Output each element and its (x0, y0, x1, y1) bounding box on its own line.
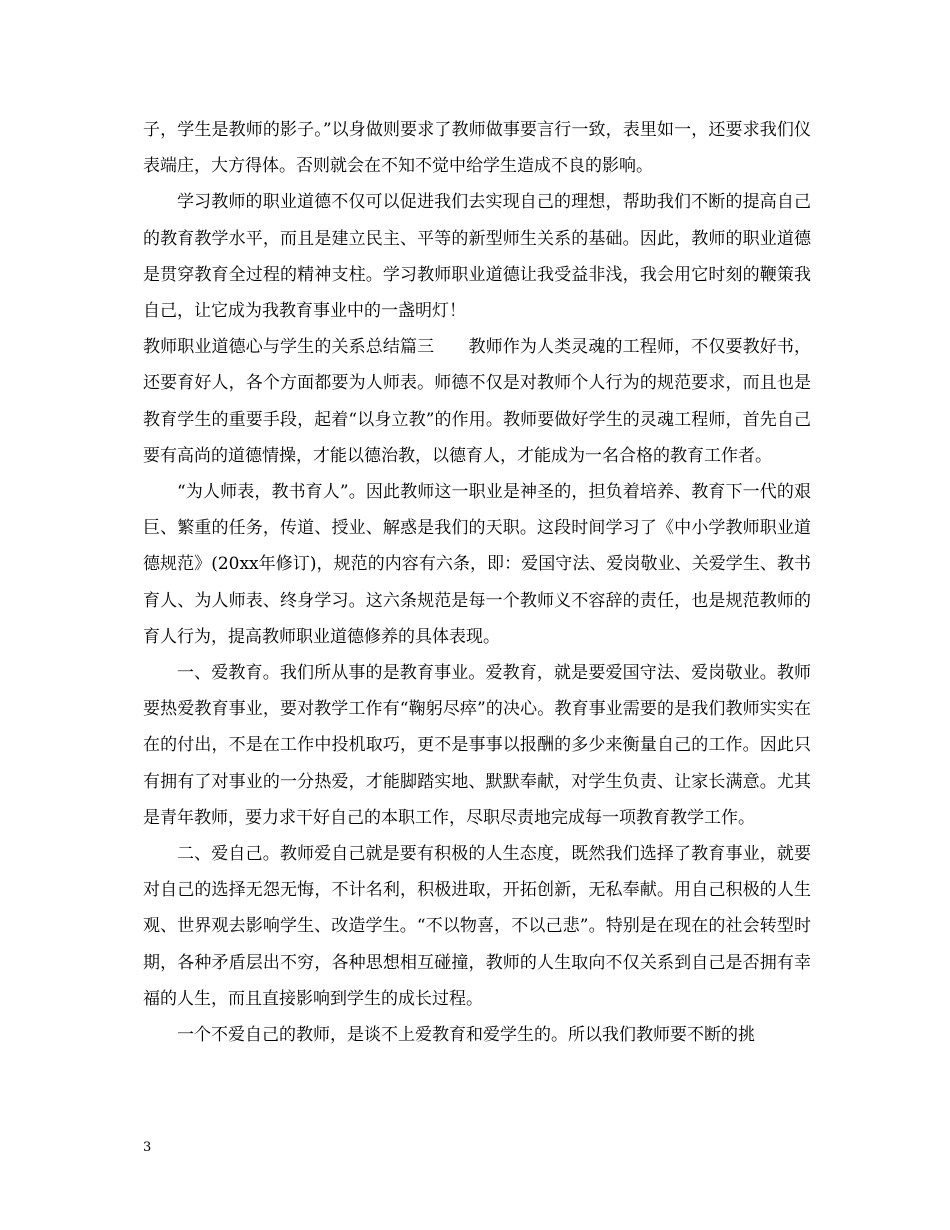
paragraph-1: 子，学生是教师的影子。”以身做则要求了教师做事要言行一致，表里如一，还要求我们仪表端庄，大方得体。否则就会在不知不觉中给学生造成不良的影响。 (143, 120, 811, 177)
document-body (143, 112, 811, 1053)
paragraph-2: 学习教师的职业道德不仅可以促进我们去实现自己的理想，帮助我们不断的提高自己的教育教学水平，而且是建立民主、平等的新型师生关系的基础。因此，教师的职业道德是贯穿教育全过程的精神支柱。学习教师职业道德让我受益非浅，我会用它时刻的鞭策我自己，让它成为我教育事业中的一盏明灯！ (143, 192, 811, 322)
page-number: 3 (143, 1140, 152, 1155)
paragraph-5: 一、爱教育。我们所从事的是教育事业。爱教育，就是要爱国守法、爱岗敬业。教师要热爱教育事业，要对教学工作有“鞠躬尽瘁”的决心。教育事业需要的是我们教师实实在在的付出，不是在工作中投机取巧，更不是事事以报酬的多少来衡量自己的工作。因此只有拥有了对事业的一分热爱，才能脚踏实地、默默奉献，对学生负责、让家长满意。尤其是青年教师，要力求干好自己的本职工作，尽职尽责地完成每一项教育教学工作。 (143, 663, 811, 828)
paragraph-6: 二、爱自己。教师爱自己就是要有积极的人生态度，既然我们选择了教育事业，就要对自己的选择无怨无悔，不计名利，积极进取，开拓创新，无私奉献。用自己积极的人生观、世界观去影响学生、改造学生。“不以物喜，不以己悲”。特别是在现在的社会转型时期，各种矛盾层出不穷，各种思想相互碰撞，教师的人生取向不仅关系到自己是否拥有幸福的人生，而且直接影响到学生的成长过程。 (143, 844, 811, 1009)
paragraph-7: 一个不爱自己的教师，是谈不上爱教育和爱学生的。所以我们教师要不断的挑 (177, 1025, 755, 1046)
paragraph-3: 教师职业道德心与学生的关系总结篇三 教师作为人类灵魂的工程师，不仅要教好书，还要育好人，各个方面都要为人师表。师德不仅是对教师个人行为的规范要求，而且也是教育学生的重要手段，起着“以身立教”的作用。教师要做好学生的灵魂工程师，首先自己要有高尚的道德情操，才能以德治教，以德育人，才能成为一名合格的教育工作者。 (143, 337, 811, 466)
paragraph-4: “为人师表，教书育人”。因此教师这一职业是神圣的，担负着培养、教育下一代的艰巨、繁重的任务，传道、授业、解惑是我们的天职。这段时间学习了《中小学教师职业道德规范》(20xx年修订)，规范的内容有六条，即：爱国守法、爱岗敬业、关爱学生、教书育人、为人师表、终身学习。这六条规范是每一个教师义不容辞的责任，也是规范教师的育人行为，提高教师职业道德修养的具体表现。 (143, 482, 811, 647)
